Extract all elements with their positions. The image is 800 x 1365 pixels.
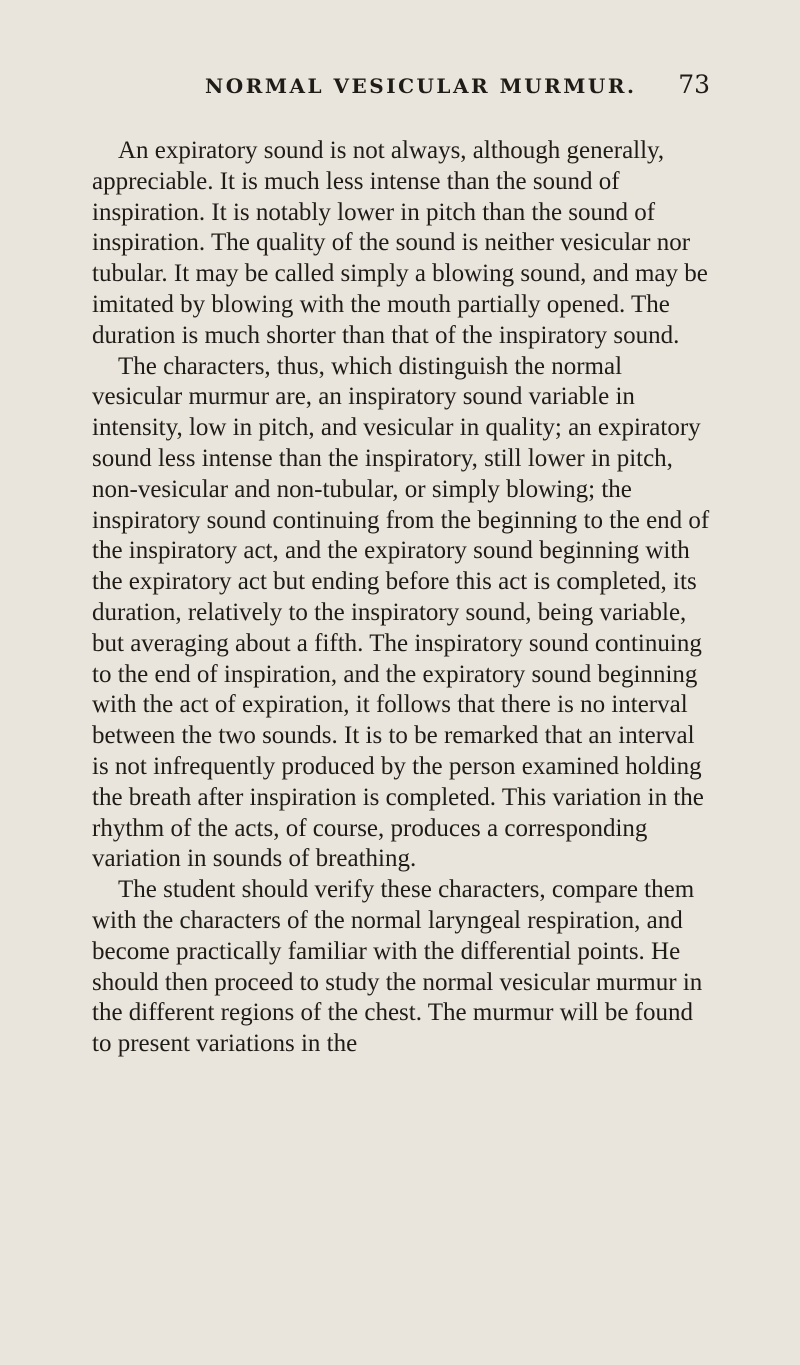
paragraph-expiratory-sound: An expiratory sound is not always, although generally, appreciable. It is much less intense than the sound of inspiration. It is notably lower in pitch than the sound of inspiration. The quality of the sound is neither vesicular nor tubular. It may be called simply a blowing sound, and may be imitated by blowing with the mouth partially opened. The duration is much shorter than that of the inspiratory sound. <box>92 137 708 349</box>
page-number: 73 <box>678 70 710 99</box>
paragraph-characters: The characters, thus, which distinguish the normal vesicular murmur are, an inspiratory sound variable in intensity, low in pitch, and vesicular in quality; an expiratory sound less intense than the inspiratory, still lower in pitch, non-vesicular and non-tubular, or simply blowing; the inspiratory sound continuing from the beginning to the end of the inspiratory act, and the expiratory sound beginning with the expiratory act but ending before this act is completed, its duration, relatively to the inspiratory sound, being variable, but averaging about a fifth. The inspiratory sound continuing to the end of inspiration, and the expiratory sound beginning with the act of expiration, it follows that there is no interval between the two sounds. It is to be remarked that an interval is not infrequently produced by the person examined holding the breath after inspiration is completed. This variation in the rhythm of the acts, of course, produces a corresponding variation in sounds of breathing. <box>92 352 710 873</box>
body-text <box>92 136 710 1060</box>
running-head <box>92 62 710 110</box>
running-title: NORMAL VESICULAR MURMUR. <box>205 74 637 98</box>
paragraph-student: The student should verify these characters, compare them with the characters of the normal laryngeal respiration, and become practically familiar with the differential points. He should then proceed to study the normal vesicular murmur in the different regions of the chest. The murmur will be found to present variations in the <box>92 876 703 1058</box>
